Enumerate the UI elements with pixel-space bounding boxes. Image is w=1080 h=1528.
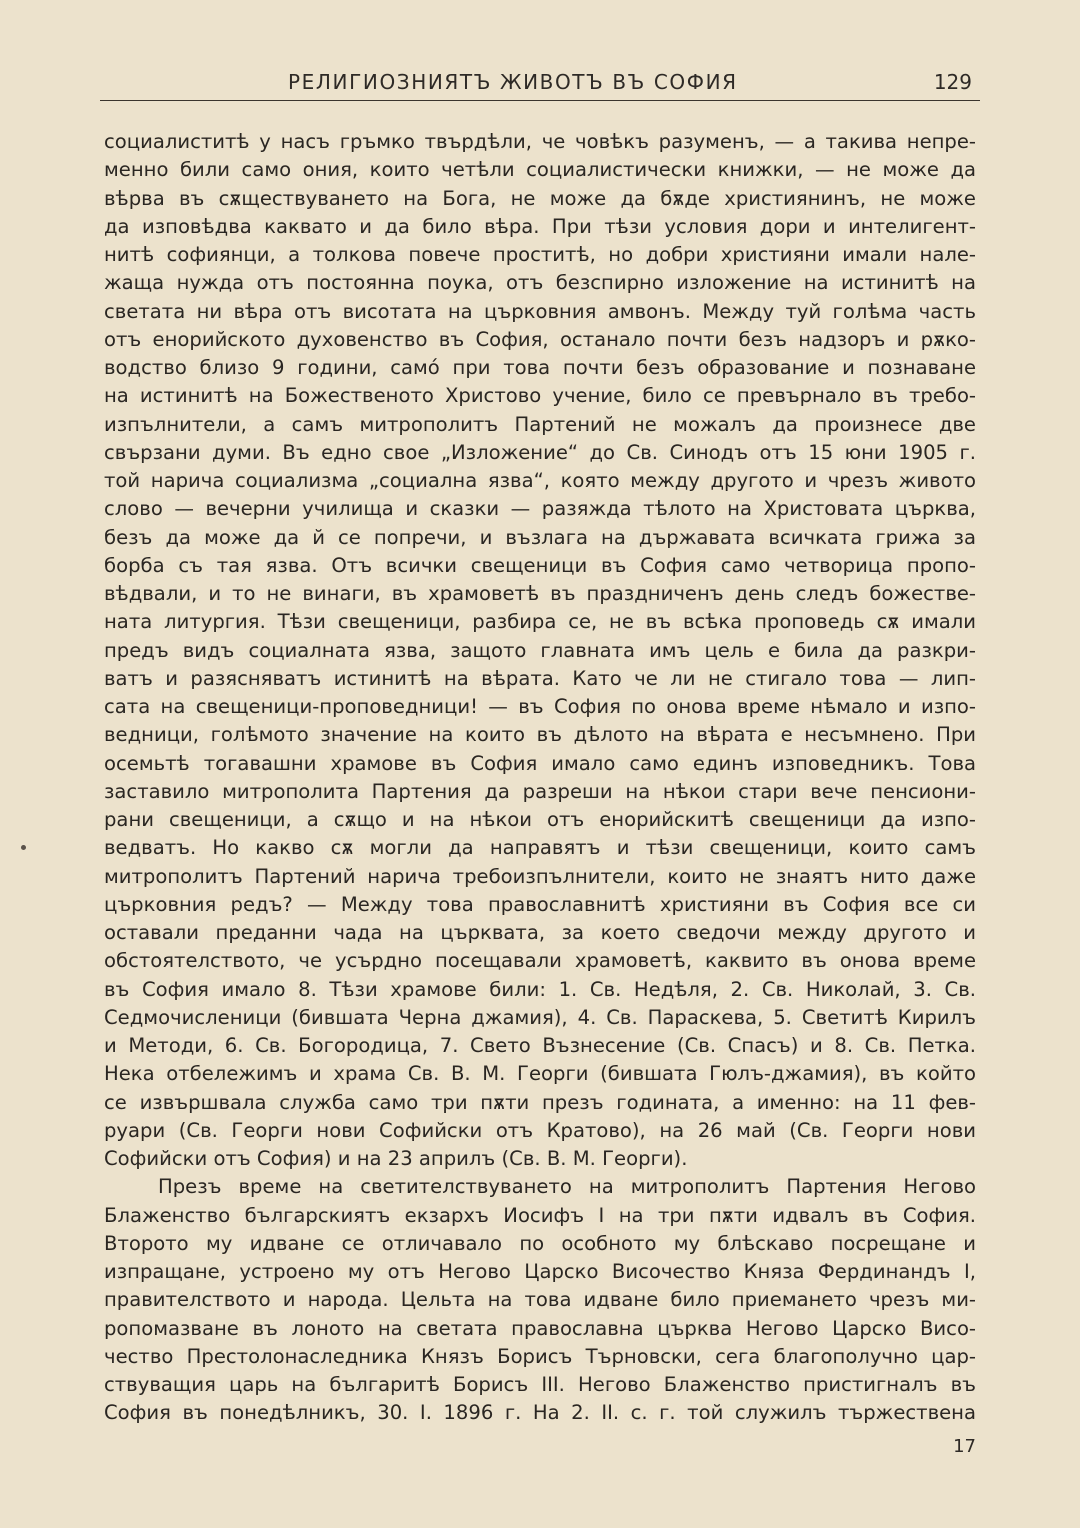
text-line: борба съ тая язва. Отъ всички свещеници въ София само четворица пропо-: [104, 553, 976, 577]
text-line: ствуващия царь на българитѣ Борисъ III. Негово Блаженство пристигналъ въ: [104, 1373, 976, 1396]
running-header: [100, 66, 980, 101]
text-line: Седмочисленици (бившата Черна джамия), 4. Св. Параскева, 5. Светитѣ Кирилъ: [104, 1005, 976, 1029]
text-line: ведватъ. Но какво сѫ могли да направятъ и тѣзи свещеници, които самъ: [104, 836, 976, 860]
text-line: да изповѣдва каквато и да било вѣра. При тѣзи условия дори и интелигент-: [104, 214, 976, 238]
text-line: ведници, голѣмото значение на които въ дѣлото на вѣрата е несъмнено. При: [104, 723, 976, 747]
text-line: ната литургия. Тѣзи свещеници, разбира се, не въ всѣка проповедь сѫ имали: [104, 610, 976, 634]
text-line: правителството и народа. Цельта на това идване било приемането чрезъ ми-: [104, 1288, 976, 1312]
text-line: ропомазване въ лоното на светата православна църква Негово Царско Висо-: [104, 1316, 976, 1340]
text-line: Нека отбележимъ и храма Св. В. М. Георги (бившата Гюлъ-джамия), въ който: [104, 1062, 976, 1086]
text-line: София въ понедѣлникъ, 30. I. 1896 г. На 2. II. с. г. той служилъ тържествена: [104, 1401, 976, 1425]
text-line: жаща нужда отъ постоянна поука, отъ безспирно изложение на истинитѣ на: [104, 271, 976, 295]
text-line: чество Престолонаследника Князъ Борисъ Търновски, сега благополучно цар-: [104, 1344, 976, 1368]
text-line: вѣдвали, и то не винаги, въ храмоветѣ въ праздниченъ день следъ божестве-: [104, 582, 976, 605]
text-line: сата на свещеници-проповедници! — въ София по онова време нѣмало и изпо-: [104, 695, 976, 718]
text-line: се извършвала служба само три пѫти презъ годината, а именно: на 11 фев-: [104, 1090, 976, 1114]
text-line: обстоятелството, че усърдно посещавали храмоветѣ, каквито въ онова време: [104, 949, 976, 973]
text-line: нитѣ софиянци, а толкова повече проститѣ, но добри християни имали нале-: [104, 243, 976, 266]
text-line: Блаженство българскиятъ екзархъ Иосифъ I на три пѫти идвалъ въ София.: [104, 1203, 976, 1227]
paragraph: [104, 1173, 976, 1427]
text-line: осемьтѣ тогавашни храмове въ София имало само единъ изповедникъ. Това: [104, 751, 976, 775]
text-line: светата ни вѣра отъ висотата на църковния амвонъ. Между туй голѣма часть: [104, 299, 976, 323]
text-line: ватъ и разясняватъ истинитѣ на вѣрата. Като че ли не стигало това — лип-: [104, 666, 976, 690]
text-line: изпращане, устроено му отъ Негово Царско Височество Княза Фердинандъ I,: [104, 1260, 976, 1283]
chapter-title: РЕЛИГИОЗНИЯТЪ ЖИВОТЪ ВЪ СОФИЯ: [288, 70, 738, 94]
text-line: свързани думи. Въ едно свое „Изложение“ до Св. Синодъ отъ 15 юни 1905 г.: [104, 440, 976, 464]
margin-speck: [21, 845, 26, 850]
text-line: предъ видъ социалната язва, защото главната имъ цель е била да разкри-: [104, 638, 976, 662]
text-line: слово — вечерни училища и сказки — разяжда тѣлото на Христовата църква,: [104, 497, 976, 521]
text-line: църковния редъ? — Между това православнитѣ християни въ София все си: [104, 892, 976, 916]
text-line: рани свещеници, а сѫщо и на нѣкои отъ енорийскитѣ свещеници да изпо-: [104, 808, 976, 831]
signature-mark: 17: [953, 1436, 976, 1457]
paragraph: [104, 128, 976, 1173]
page-number: 129: [933, 70, 972, 94]
text-line: въ София имало 8. Тѣзи храмове били: 1. Св. Недѣля, 2. Св. Николай, 3. Св.: [104, 977, 976, 1001]
text-line: Презъ време на светителствуването на митрополитъ Партения Негово: [158, 1175, 976, 1199]
text-line: отъ енорийското духовенство въ София, останало почти безъ надзоръ и рѫко-: [104, 327, 976, 351]
text-line: оставали преданни чада на църквата, за което сведочи между другото и: [104, 921, 976, 944]
text-line: руари (Св. Георги нови Софийски отъ Кратово), на 26 май (Св. Георги нови: [104, 1118, 976, 1142]
text-line: Второто му идване се отличавало по особното му блѣскаво посрещане и: [104, 1231, 976, 1255]
text-line: социалиститѣ у насъ гръмко твърдѣли, че човѣкъ разуменъ, — а такива непре-: [104, 130, 976, 153]
text-line: изпълнители, а самъ митрополитъ Партений не можалъ да произнесе две: [104, 412, 976, 436]
text-line: Софийски отъ София) и на 23 априлъ (Св. В. М. Георги).: [104, 1147, 688, 1170]
text-line: той нарича социализма „социална язва“, която между другото и чрезъ живото: [104, 469, 976, 492]
text-line: безъ да може да й се попречи, и възлага на държавата всичката грижа за: [104, 525, 976, 549]
text-line: менно били само ония, които четѣли социалистически книжки, — не може да: [104, 158, 976, 182]
text-line: на истинитѣ на Божественото Христово учение, било се превърнало въ требо-: [104, 384, 976, 408]
text-line: заставило митрополита Партения да разреши на нѣкои стари вече пенсиони-: [104, 779, 976, 803]
body-text: [104, 128, 976, 1428]
text-line: водство близо 9 години, самó при това почти безъ образование и познаване: [104, 356, 976, 379]
text-line: митрополитъ Партений нарича требоизпълнители, които не знаятъ нито даже: [104, 864, 976, 888]
text-line: и Методи, 6. Св. Богородица, 7. Свето Възнесение (Св. Спасъ) и 8. Св. Петка.: [104, 1034, 976, 1057]
text-line: вѣрва въ сѫществуването на Бога, не може да бѫде християнинъ, не може: [104, 186, 976, 210]
